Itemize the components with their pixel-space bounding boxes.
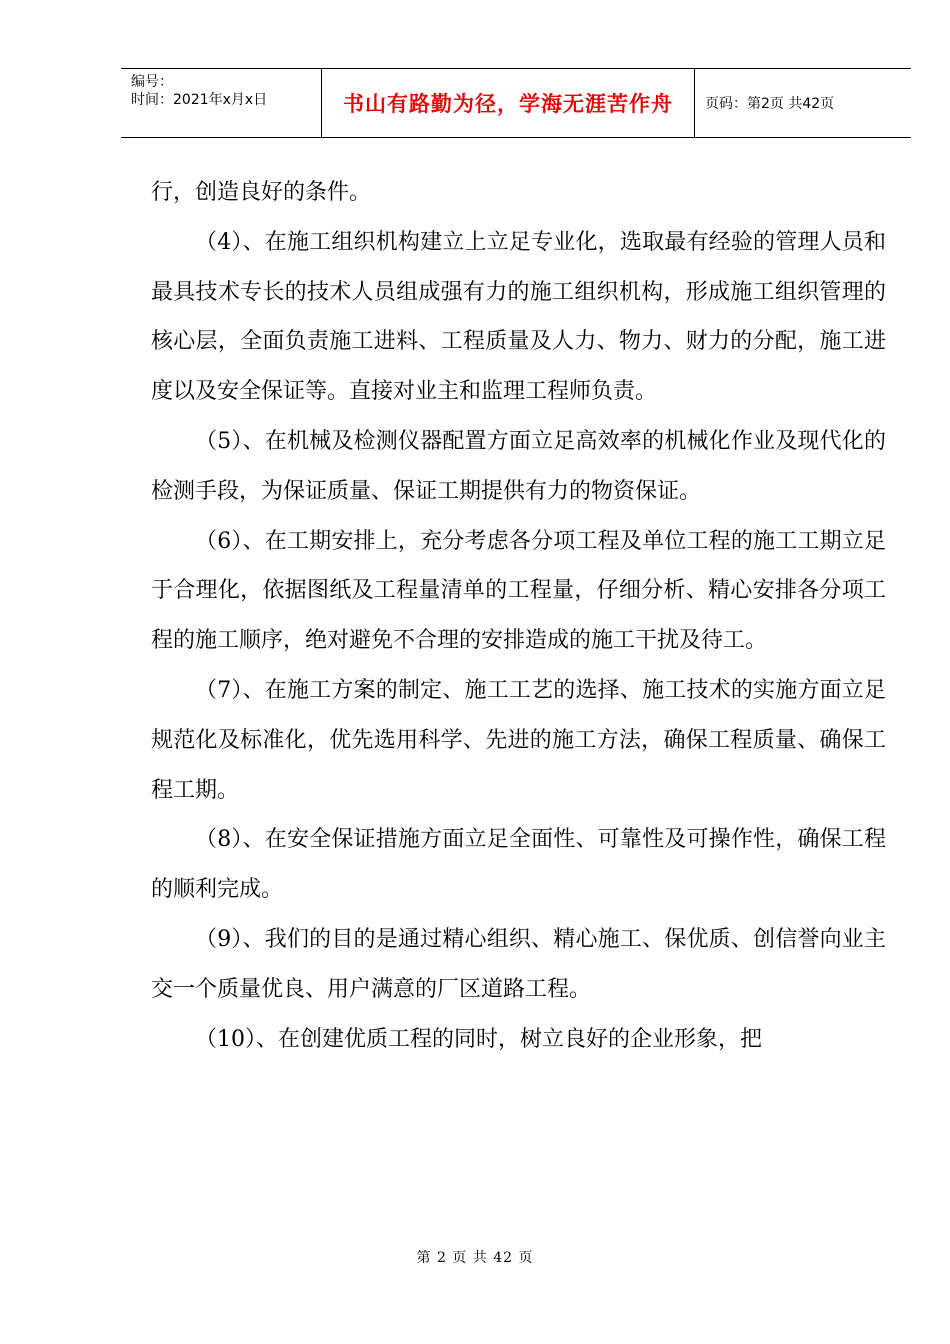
paragraph-continuation: 行，创造良好的条件。 <box>151 180 372 205</box>
paragraph-item-5: （5）、在机械及检测仪器配置方面立足高效率的机械化作业及现代化的检测手段，为保证质量、保证工期提供有力的物资保证。 <box>151 428 886 504</box>
header-page-label: 页码：第2页 共42页 <box>705 96 835 112</box>
page-header <box>121 68 911 138</box>
header-motto-cell <box>321 69 695 137</box>
header-meta <box>121 69 321 137</box>
header-time-label: 时间：2021年x月x日 <box>131 92 268 108</box>
header-page-cell <box>695 69 911 137</box>
paragraph-item-8: （8）、在安全保证措施方面立足全面性、可靠性及可操作性，确保工程的顺利完成。 <box>151 827 886 903</box>
header-number-label: 编号： <box>131 74 173 90</box>
paragraph-item-10: （10）、在创建优质工程的同时，树立良好的企业形象，把 <box>195 1026 762 1052</box>
paragraph-item-6: （6）、在工期安排上，充分考虑各分项工程及单位工程的施工工期立足于合理化，依据图纸及工程量清单的工程量，仔细分析、精心安排各分项工程的施工顺序，绝对避免不合理的安排造成的施工干扰及待工。 <box>151 528 886 654</box>
header-motto: 书山有路勤为径，学海无涯苦作舟 <box>343 92 673 116</box>
document-body <box>151 168 886 1064</box>
page-footer: 第 2 页 共 42 页 <box>416 1250 534 1266</box>
paragraph-item-4: （4）、在施工组织机构建立上立足专业化，选取最有经验的管理人员和最具技术专长的技术人员组成强有力的施工组织机构，形成施工组织管理的核心层，全面负责施工进料、工程质量及人力、物力、财力的分配，施工进度以及安全保证等。直接对业主和监理工程师负责。 <box>151 229 886 405</box>
paragraph-item-7: （7）、在施工方案的制定、施工工艺的选择、施工技术的实施方面立足规范化及标准化，优先选用科学、先进的施工方法，确保工程质量、确保工程工期。 <box>151 677 886 803</box>
paragraph-item-9: （9）、我们的目的是通过精心组织、精心施工、保优质、创信誉向业主交一个质量优良、用户满意的厂区道路工程。 <box>151 926 886 1002</box>
